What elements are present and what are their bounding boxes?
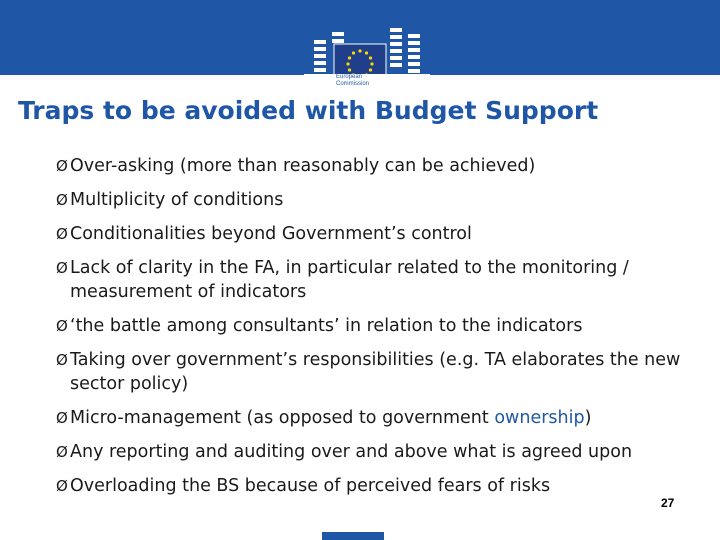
arrow-bullet-icon: Ø [56,477,68,495]
arrow-bullet-icon: Ø [56,259,68,277]
bullet-text: ) [584,408,592,428]
bullet-text: Over-asking (more than reasonably can be achieved) [70,156,536,176]
bullet-item [56,154,696,178]
arrow-bullet-icon: Ø [56,443,68,461]
arrow-bullet-icon: Ø [56,191,68,209]
bullet-item [56,440,696,464]
arrow-bullet-icon: Ø [56,409,68,427]
page-number: 27 [661,496,675,510]
bullet-item [56,222,696,246]
bullet-text: Multiplicity of conditions [70,190,284,210]
bullet-list [56,154,696,508]
bullet-text: Taking over government’s responsibilities (e.g. TA elaborates the new sector policy) [70,350,681,394]
bullet-item [56,314,696,338]
arrow-bullet-icon: Ø [56,351,68,369]
bullet-text: Overloading the BS because of perceived fears of risks [70,476,551,496]
ownership-link[interactable]: ownership [494,408,585,428]
arrow-bullet-icon: Ø [56,317,68,335]
arrow-bullet-icon: Ø [56,157,68,175]
bullet-item [56,188,696,212]
arrow-bullet-icon: Ø [56,225,68,243]
bullet-text: Any reporting and auditing over and above what is agreed upon [70,442,633,462]
logo-caption: European Commission [336,74,370,87]
bullet-item [56,406,696,430]
bullet-text: ‘the battle among consultants’ in relation to the indicators [70,316,583,336]
bullet-item [56,348,696,396]
bullet-item [56,474,696,498]
bottom-tab-decoration [322,532,384,540]
slide-title: Traps to be avoided with Budget Support [18,96,599,125]
bullet-text: Lack of clarity in the FA, in particular related to the monitoring / measurement of indicators [70,258,629,302]
bullet-text: Micro-management (as opposed to government [70,408,495,428]
bullet-text: Conditionalities beyond Government’s control [70,224,472,244]
bullet-item [56,256,696,304]
